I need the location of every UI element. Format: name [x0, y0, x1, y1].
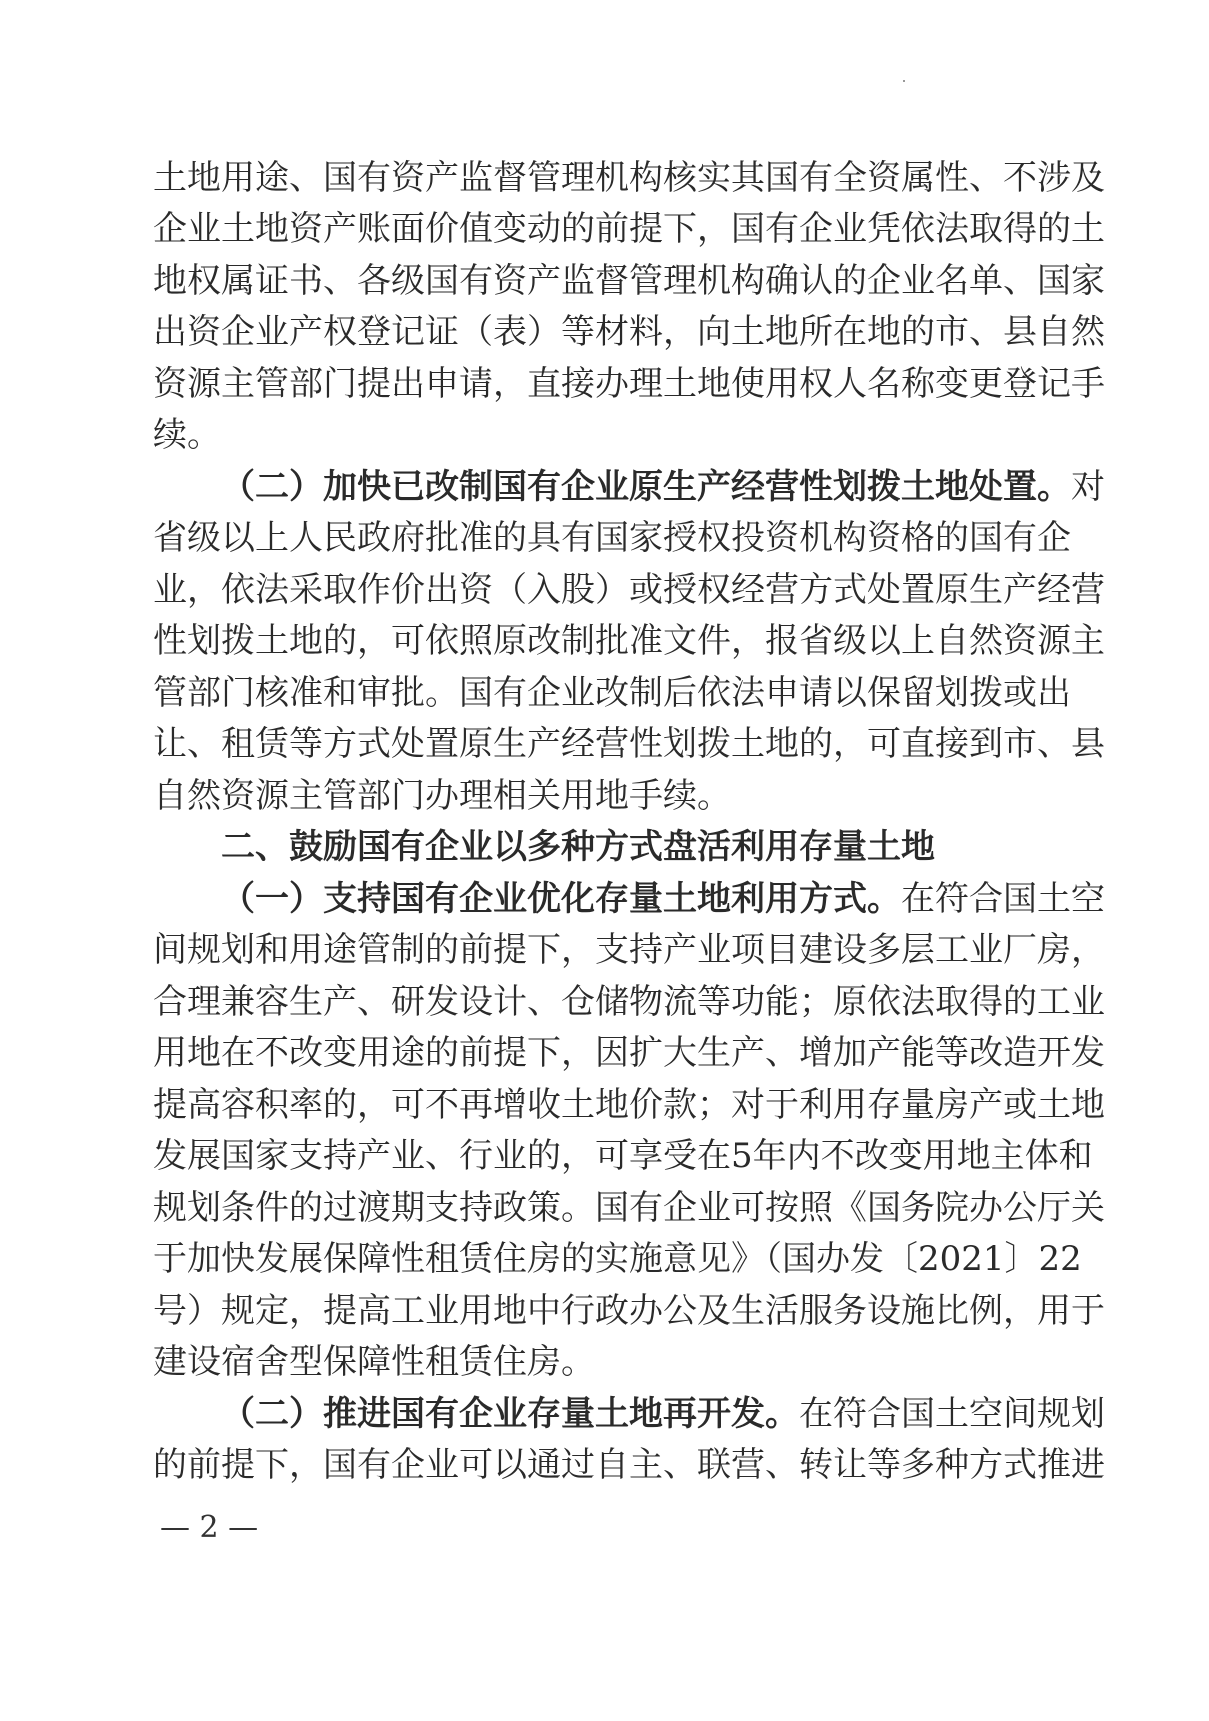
section-heading: 二、鼓励国有企业以多种方式盘活利用存量土地 [221, 827, 935, 867]
body-line: 土地用途、国有资产监督管理机构核实其国有全资属性、不涉及 [153, 158, 1105, 198]
body-line: 自然资源主管部门办理相关用地手续。 [153, 776, 731, 816]
body-line: 用地在不改变用途的前提下，因扩大生产、增加产能等改造开发 [153, 1033, 1105, 1073]
body-line: 出资企业产权登记证（表）等材料，向土地所在地的市、县自然 [153, 312, 1105, 352]
subsection-lead: （一）支持国有企业优化存量土地利用方式。 [221, 879, 901, 919]
body-text: 对 [1071, 467, 1105, 507]
body-line: 间规划和用途管制的前提下，支持产业项目建设多层工业厂房， [153, 930, 1105, 970]
scan-speck [903, 80, 905, 82]
subsection-lead: （二）加快已改制国有企业原生产经营性划拨土地处置。 [221, 467, 1071, 507]
paragraph-first-line [221, 879, 1105, 919]
body-line: 地权属证书、各级国有资产监督管理机构确认的企业名单、国家 [153, 261, 1105, 301]
body-line: 建设宿舍型保障性租赁住房。 [153, 1342, 595, 1382]
body-text: 在符合国土空间规划 [799, 1394, 1105, 1434]
body-line: 企业土地资产账面价值变动的前提下，国有企业凭依法取得的土 [153, 209, 1105, 249]
body-line: 资源主管部门提出申请，直接办理土地使用权人名称变更登记手 [153, 364, 1105, 404]
body-line: 管部门核准和审批。国有企业改制后依法申请以保留划拨或出 [153, 673, 1071, 713]
body-text: 在符合国土空 [901, 879, 1105, 919]
body-line: 规划条件的过渡期支持政策。国有企业可按照《国务院办公厅关 [153, 1188, 1105, 1228]
body-line: 续。 [153, 415, 221, 455]
body-line: 发展国家支持产业、行业的，可享受在5年内不改变用地主体和 [153, 1136, 1093, 1176]
paragraph-first-line [221, 467, 1105, 507]
body-line: 提高容积率的，可不再增收土地价款；对于利用存量房产或土地 [153, 1085, 1105, 1125]
subsection-lead: （二）推进国有企业存量土地再开发。 [221, 1394, 799, 1434]
body-line: 省级以上人民政府批准的具有国家授权投资机构资格的国有企 [153, 518, 1071, 558]
body-line: 合理兼容生产、研发设计、仓储物流等功能；原依法取得的工业 [153, 982, 1105, 1022]
body-line: 让、租赁等方式处置原生产经营性划拨土地的，可直接到市、县 [153, 724, 1105, 764]
page-number: — 2 — [160, 1510, 259, 1545]
body-line: 的前提下，国有企业可以通过自主、联营、转让等多种方式推进 [153, 1445, 1105, 1485]
body-line: 业，依法采取作价出资（入股）或授权经营方式处置原生产经营 [153, 570, 1105, 610]
body-line: 号）规定，提高工业用地中行政办公及生活服务设施比例，用于 [153, 1291, 1105, 1331]
paragraph-first-line [221, 1394, 1105, 1434]
body-line: 性划拨土地的，可依照原改制批准文件，报省级以上自然资源主 [153, 621, 1105, 661]
body-line: 于加快发展保障性租赁住房的实施意见》（国办发〔2021〕22 [153, 1239, 1082, 1279]
